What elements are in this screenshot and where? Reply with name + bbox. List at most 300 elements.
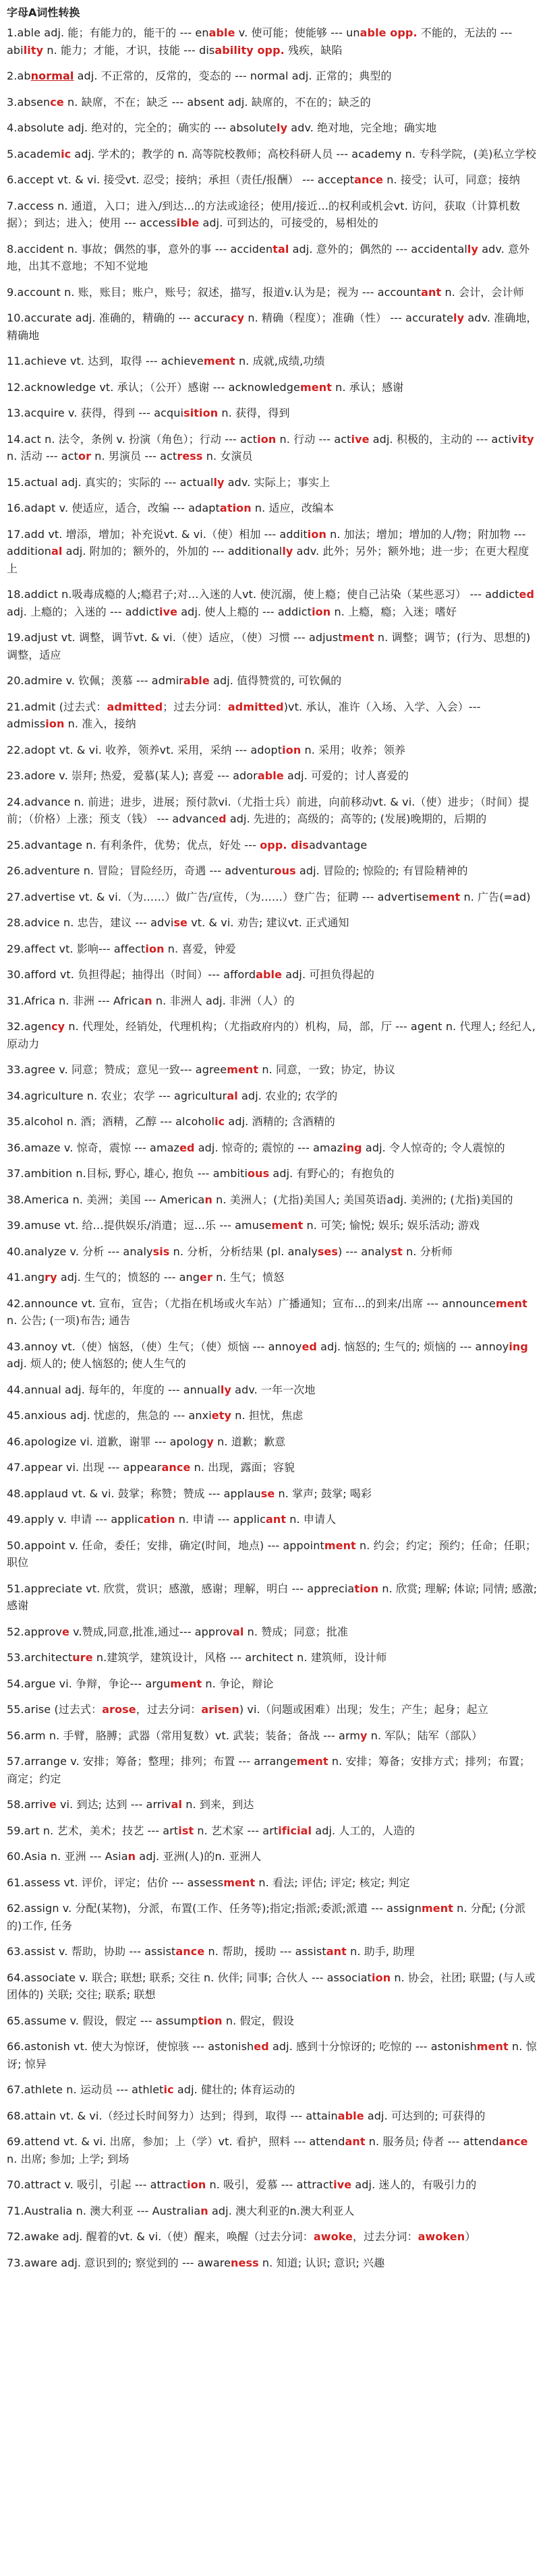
entry-text: 47.appear vi. 出现 --- appear — [7, 1461, 162, 1474]
word-entry — [7, 586, 540, 620]
entry-text: adj. 上瘾的；入迷的 --- addict — [7, 605, 160, 618]
word-entry — [7, 1269, 540, 1286]
highlighted-suffix: ion — [257, 432, 277, 446]
highlighted-suffix: ive — [333, 2178, 352, 2191]
entry-text: n. 上瘾，瘾；入迷；嗜好 — [331, 605, 457, 618]
entry-text: adj. 健壮的; 体育运动的 — [173, 2083, 295, 2096]
entry-text: adj. 人工的，人造的 — [312, 1824, 415, 1837]
highlighted-suffix: ion — [282, 743, 302, 756]
entry-text: 24.advance n. 前进；进步，进展；预付款vi.（尤指士兵）前进，向前移动vt. & vi.（使）进步；（时间）提前；（价格）上涨；预支（钱） --- advance — [7, 795, 529, 825]
entry-text: 2.ab — [7, 69, 31, 82]
highlighted-suffix: ant — [421, 285, 442, 299]
word-entry — [7, 1338, 540, 1373]
entry-text: adv. 意外地，出其不意地；不知不觉地 — [7, 242, 530, 272]
entry-text: 54.argue vi. 争辩，争论--- argu — [7, 1677, 171, 1690]
word-entry — [7, 1485, 540, 1503]
entry-text: n. 缺席，不在；缺乏 --- absent adj. 缺席的，不在的；缺乏的 — [63, 95, 371, 109]
entry-text: n. 赞成；同意；批准 — [243, 1625, 349, 1638]
word-entry — [7, 1217, 540, 1234]
word-entry — [7, 1623, 540, 1641]
entry-text: 49.apply v. 申请 --- applic — [7, 1513, 144, 1526]
entry-text: n. 知道; 认识; 意识; 兴趣 — [258, 2256, 385, 2269]
highlighted-suffix: ment — [296, 1755, 328, 1768]
entry-text: vt. & vi. 劝告; 建议vt. 正式通知 — [188, 916, 349, 929]
highlighted-suffix: ance — [161, 1461, 191, 1474]
highlighted-suffix: ity — [517, 432, 534, 446]
highlighted-suffix: e — [61, 1625, 69, 1638]
highlighted-suffix: ive — [159, 605, 178, 618]
word-entry — [7, 992, 540, 1010]
highlighted-suffix: se — [173, 916, 188, 929]
entry-text: adj. 附加的；额外的，外加的 --- additional — [62, 545, 283, 558]
word-entry — [7, 1407, 540, 1425]
highlighted-suffix: tal — [272, 242, 289, 256]
entry-text: n. 女演员 — [202, 450, 253, 462]
entry-text: 67.athlete n. 运动员 --- athlet — [7, 2083, 164, 2096]
entry-text: n. 同意，一致；协定，协议 — [258, 1063, 396, 1076]
entry-text: ) vi.（问题或困难）出现；发生；产生；起身；起立 — [239, 1703, 488, 1716]
entry-text: adj. 冒险的; 惊险的; 有冒险精神的 — [295, 864, 468, 877]
word-entry — [7, 1087, 540, 1105]
highlighted-suffix: ificial — [278, 1824, 312, 1837]
word-entry — [7, 2081, 540, 2099]
word-entry — [7, 171, 540, 189]
page-title: 字母A词性转换 — [7, 6, 80, 19]
entry-text: n. 服务员; 侍者 --- attend — [365, 2135, 499, 2148]
highlighted-suffix: ant — [345, 2135, 366, 2148]
entry-text: n. 吸引，爱慕 --- attract — [206, 2178, 334, 2191]
highlighted-suffix: ment — [422, 1902, 453, 1915]
word-entry — [7, 1139, 540, 1157]
entry-text: 22.adopt vt. & vi. 收养，领养vt. 采用，采纳 --- adopt — [7, 743, 283, 756]
word-entry — [7, 2133, 540, 2167]
entry-text: n. 出现，露面；容貌 — [190, 1461, 295, 1474]
entry-text: 11.achieve vt. 达到，取得 --- achieve — [7, 355, 204, 367]
entry-text: 28.advice n. 忠告，建议 --- advi — [7, 916, 174, 929]
highlighted-suffix: ing — [343, 1141, 362, 1154]
word-entry — [7, 405, 540, 422]
entry-text: 59.art n. 艺术，美术；技艺 --- art — [7, 1824, 179, 1837]
entry-text: n. 军队；陆军（部队） — [367, 1729, 483, 1742]
word-entry — [7, 1381, 540, 1399]
highlighted-suffix: awoken — [418, 2230, 465, 2243]
entry-text: ） — [465, 2230, 476, 2243]
highlighted-suffix: ce — [50, 95, 64, 109]
entry-text: 32.agen — [7, 1020, 52, 1033]
highlighted-suffix: ment — [271, 1219, 304, 1232]
entry-text: n. 会计，会计师 — [441, 285, 524, 299]
entry-text: 残疾，缺陷 — [284, 43, 343, 57]
highlighted-suffix: able opp. — [360, 26, 418, 39]
highlighted-suffix: ses — [317, 1245, 339, 1258]
highlighted-suffix: ress — [177, 450, 203, 462]
highlighted-suffix: ly — [467, 242, 479, 256]
highlighted-suffix: al — [51, 545, 63, 558]
word-entry — [7, 2176, 540, 2194]
entry-text: n. 协会，社团; 联盟; (与人或团体的) 关联; 交往; 联系; 联想 — [7, 1971, 536, 2001]
highlighted-suffix: or — [78, 450, 92, 462]
highlighted-suffix: ic — [61, 147, 71, 160]
word-entry — [7, 1874, 540, 1892]
word-entry — [7, 1459, 540, 1476]
entry-text: 1.able adj. 能；有能力的，能干的 --- en — [7, 26, 209, 39]
highlighted-suffix: ist — [178, 1824, 194, 1837]
highlighted-suffix: y — [360, 1729, 368, 1742]
entry-text: 33.agree v. 同意；赞成；意见一致--- agree — [7, 1063, 227, 1076]
word-entry — [7, 1701, 540, 1718]
entry-text: adj. 惊奇的; 震惊的 --- amaz — [194, 1141, 343, 1154]
word-entry — [7, 2254, 540, 2272]
entry-text: n. 掌声; 鼓掌; 喝彩 — [275, 1487, 372, 1500]
highlighted-suffix: arose — [102, 1703, 136, 1716]
highlighted-suffix: ment — [203, 355, 235, 367]
entry-text: 70.attract v. 吸引，引起 --- attract — [7, 2178, 188, 2191]
entry-text: adj. 值得赞赏的, 可钦佩的 — [209, 674, 342, 687]
entry-text: n. 非洲人 adj. 非洲（人）的 — [152, 994, 295, 1007]
entry-text: n. 助手, 助理 — [346, 1945, 415, 1958]
entry-text: 73.aware adj. 意识到的; 察觉到的 --- aware — [7, 2256, 231, 2269]
highlighted-suffix: admitted — [107, 700, 163, 713]
highlighted-suffix: opp. dis — [260, 838, 310, 851]
word-entry — [7, 2107, 540, 2125]
entry-text: 40.analyze v. 分析 --- analy — [7, 1245, 153, 1258]
highlighted-suffix: y — [206, 1435, 214, 1448]
entry-text: 15.actual adj. 真实的；实际的 --- actual — [7, 475, 214, 489]
entry-text: n. 看法; 评估; 评定; 核定; 判定 — [255, 1876, 410, 1889]
highlighted-suffix: ance — [498, 2135, 528, 2148]
entry-text: n. 美洲人；(尤指)美国人; 美国英语adj. 美洲的; (尤指)美国的 — [212, 1193, 513, 1206]
highlighted-suffix: ous — [248, 1167, 270, 1180]
entry-text: 25.advantage n. 有利条件，优势；优点，好处 --- — [7, 838, 260, 851]
word-entry — [7, 241, 540, 275]
word-entry — [7, 94, 540, 111]
highlighted-suffix: sis — [152, 1245, 170, 1258]
entry-text: 45.anxious adj. 忧虑的，焦急的 --- anxi — [7, 1409, 212, 1422]
highlighted-suffix: al — [171, 1798, 183, 1811]
highlighted-suffix: ly — [453, 311, 465, 324]
highlighted-suffix: lity — [23, 43, 44, 57]
entry-text: adj. 生气的；愤怒的 --- ang — [57, 1271, 200, 1284]
word-entry — [7, 2203, 540, 2220]
highlighted-suffix: ety — [211, 1409, 232, 1422]
entry-text: 16.adapt v. 使适应，适合，改编 --- adapt — [7, 502, 220, 514]
entry-text: n. 公告; (一项)布告; 通告 — [7, 1314, 131, 1327]
entry-text: n. 担忧，焦虑 — [231, 1409, 304, 1422]
word-entry — [7, 1580, 540, 1615]
entry-text: 17.add vt. 增添，增加；补充说vt. & vi.（使）相加 --- addit — [7, 527, 308, 541]
entry-text: 42.announce vt. 宣布，宣告；（尤指在机场或火车站）广播通知；宣布…的到来/出席 --- announce — [7, 1296, 496, 1310]
entry-text: 13.acquire v. 获得，得到 --- acqui — [7, 407, 184, 419]
entry-text: 12.acknowledge vt. 承认；（公开）感谢 --- acknowledge — [7, 380, 300, 394]
highlighted-suffix: ment — [223, 1876, 256, 1889]
entry-text: 7.access n. 通道，入口；进入/到达…的方法或途径；使用/接近…的权利或机会vt. 访问，获取（计算机数据）；到达；进入；使用 --- access — [7, 199, 520, 229]
word-entry — [7, 526, 540, 578]
word-entry — [7, 1848, 540, 1865]
entry-text: 30.afford vt. 负担得起；抽得出（时间）--- afford — [7, 968, 256, 981]
highlighted-suffix: ion — [187, 2178, 206, 2191]
entry-text: n. 承认；感谢 — [331, 380, 404, 394]
entry-text: adj. 有野心的；有抱负的 — [269, 1167, 395, 1180]
word-entry — [7, 67, 540, 85]
highlighted-suffix: ment — [324, 1538, 356, 1552]
highlighted-suffix: ment — [428, 890, 461, 903]
entry-text: n. 申请 --- applic — [175, 1513, 266, 1526]
entry-text: adj. 澳大利亚的n.澳大利亚人 — [208, 2204, 355, 2217]
entry-text: 35.alcohol n. 酒；酒精，乙醇 --- alcohol — [7, 1115, 215, 1128]
entry-list — [7, 24, 540, 2271]
entry-text: 53.architect — [7, 1651, 73, 1664]
entry-text: adv. 实际上；事实上 — [224, 475, 331, 489]
entry-text: n. 出席; 参加; 上学; 到场 — [7, 2152, 130, 2165]
word-entry — [7, 1943, 540, 1960]
highlighted-suffix: n — [200, 2204, 208, 2217]
highlighted-suffix: ance — [354, 173, 384, 186]
entry-text: n. 代理处，经销处，代理机构；（尤指政府内的）机构，局，部，厅 --- agent n. 代理人; 经纪人, 原动力 — [7, 1020, 536, 1050]
highlighted-suffix: n — [127, 1850, 136, 1863]
entry-text: 66.astonish vt. 使大为惊讶，使惊骇 --- astonish — [7, 2040, 254, 2053]
highlighted-suffix: able — [208, 26, 235, 39]
entry-text: 39.amuse vt. 给…提供娱乐/消遣；逗…乐 --- amuse — [7, 1219, 272, 1232]
entry-text: n. 能力；才能，才识，技能 --- dis — [43, 43, 215, 57]
word-entry — [7, 1113, 540, 1131]
highlighted-suffix: se — [260, 1487, 275, 1500]
word-entry — [7, 284, 540, 301]
entry-text: 14.act n. 法令，条例 v. 扮演（角色）；行动 --- act — [7, 432, 258, 446]
highlighted-suffix: ly — [277, 121, 288, 134]
highlighted-suffix: ion — [45, 717, 65, 730]
entry-text: 37.ambition n.目标, 野心, 雄心, 抱负 --- ambiti — [7, 1167, 248, 1180]
word-entry — [7, 767, 540, 785]
entry-text: 48.applaud vt. & vi. 鼓掌；称赞；赞成 --- applau — [7, 1487, 261, 1500]
entry-text: adj. 令人惊奇的; 令人震惊的 — [362, 1141, 505, 1154]
highlighted-suffix: cy — [51, 1020, 65, 1033]
entry-text: 26.adventure n. 冒险；冒险经历，奇遇 --- adventur — [7, 864, 275, 877]
highlighted-suffix: ant — [265, 1513, 287, 1526]
highlighted-suffix: ion — [312, 605, 331, 618]
highlighted-suffix: ous — [274, 864, 296, 877]
entry-text: adj. 可担负得起的 — [282, 968, 374, 981]
highlighted-suffix: able — [256, 968, 283, 981]
word-entry — [7, 940, 540, 958]
entry-text: 57.arrange v. 安排；筹备；整理；排列；布置 --- arrange — [7, 1755, 297, 1768]
entry-text: 3.absen — [7, 95, 51, 109]
highlighted-suffix: ion — [307, 527, 326, 541]
word-entry — [7, 1433, 540, 1451]
entry-text: adj. 迷人的，有吸引力的 — [351, 2178, 477, 2191]
entry-text: ，过去分词： — [352, 2230, 418, 2243]
entry-text: n. 适应，改编本 — [251, 502, 335, 514]
word-entry — [7, 1796, 540, 1814]
word-entry — [7, 2012, 540, 2030]
highlighted-suffix: ure — [72, 1651, 93, 1664]
highlighted-suffix: tion — [198, 2014, 223, 2027]
word-entry — [7, 24, 540, 59]
entry-text: 18.addict n.吸毒成瘾的人;瘾君子;对…入迷的人vt. 使沉溺，使上瘾；使自己沾染（某些恶习） --- addict — [7, 588, 519, 601]
entry-text: 31.Africa n. 非洲 --- Africa — [7, 994, 145, 1007]
entry-text: adj. 烦人的; 使人恼怒的; 使人生气的 — [7, 1357, 186, 1370]
highlighted-suffix: admitted — [227, 700, 284, 713]
highlighted-suffix: awoke — [313, 2230, 353, 2243]
entry-text: 5.academ — [7, 147, 61, 160]
entry-text: n. 男演员 --- act — [91, 450, 177, 462]
word-entry — [7, 198, 540, 232]
entry-text: 29.affect vt. 影响--- affect — [7, 942, 146, 955]
highlighted-suffix: ing — [509, 1340, 528, 1353]
entry-text: n. 活动 --- act — [7, 450, 78, 462]
highlighted-suffix: ant — [326, 1945, 347, 1958]
entry-text: n. 分配; (分派的)工作, 任务 — [7, 1902, 526, 1932]
highlighted-suffix: n — [204, 1193, 212, 1206]
highlighted-suffix: ry — [45, 1271, 57, 1284]
entry-text: n. 加法；增加；增加的人/物；附加物 --- addition — [7, 527, 526, 558]
word-entry — [7, 1191, 540, 1209]
entry-text: n. 帮助，援助 --- assist — [204, 1945, 326, 1958]
word-entry — [7, 862, 540, 880]
highlighted-suffix: ed — [519, 588, 535, 601]
highlighted-suffix: ible — [176, 216, 200, 229]
entry-text: n. 成就,成绩,功绩 — [235, 355, 325, 367]
word-entry — [7, 2038, 540, 2072]
entry-text: n. 道歉；歉意 — [213, 1435, 286, 1448]
entry-text: n. 获得，得到 — [218, 407, 290, 419]
entry-text: adj. 积极的，主动的 --- activ — [369, 432, 518, 446]
word-entry — [7, 309, 540, 344]
highlighted-suffix: ness — [231, 2256, 259, 2269]
entry-text: 64.associate v. 联合; 联想; 联系; 交往 n. 伙伴; 同事; 合伙人 --- associat — [7, 1971, 372, 1984]
highlighted-suffix: ed — [254, 2040, 269, 2053]
entry-text: 6.accept vt. & vi. 接受vt. 忍受；接纳；承担（责任/报酬） --- accept — [7, 173, 355, 186]
word-entry — [7, 474, 540, 491]
entry-text: ，过去分词： — [136, 1703, 202, 1716]
word-entry — [7, 1900, 540, 1934]
word-entry — [7, 500, 540, 517]
highlighted-suffix: ly — [213, 475, 225, 489]
word-entry — [7, 1295, 540, 1329]
highlighted-suffix: ed — [302, 1340, 317, 1353]
word-entry — [7, 379, 540, 396]
entry-text: 60.Asia n. 亚洲 --- Asia — [7, 1850, 128, 1863]
highlighted-suffix: ation — [143, 1513, 175, 1526]
entry-text: n. 假定，假设 — [222, 2014, 294, 2027]
highlighted-suffix: cy — [231, 311, 245, 324]
entry-text: 27.advertise vt. & vi.（为……）做广告/宣传，（为……）登广告；征聘 --- advertise — [7, 890, 429, 903]
entry-text: adv. 一年一次地 — [231, 1383, 316, 1396]
entry-text: ) --- analy — [338, 1245, 391, 1258]
entry-text: n. 生气；愤怒 — [212, 1271, 285, 1284]
word-entry — [7, 1969, 540, 2004]
word-entry — [7, 1822, 540, 1840]
entry-text: n. 欣赏; 理解; 体谅; 同情; 感激; 感谢 — [7, 1582, 538, 1612]
word-entry — [7, 889, 540, 906]
word-entry — [7, 431, 540, 465]
entry-text: n. 喜爱，钟爱 — [164, 942, 236, 955]
entry-text: adj. 可到达的，可接受的，易相处的 — [199, 216, 378, 229]
word-entry — [7, 1018, 540, 1052]
word-entry — [7, 1165, 540, 1182]
word-entry — [7, 1675, 540, 1693]
highlighted-suffix: arisen — [201, 1703, 239, 1716]
entry-text: v. 使可能；使能够 --- un — [235, 26, 360, 39]
highlighted-suffix: able — [183, 674, 210, 687]
word-entry — [7, 1061, 540, 1079]
entry-text: adv. 准确地，精确地 — [7, 311, 538, 342]
entry-text: adj. 使人上瘾的 --- addict — [177, 605, 312, 618]
highlighted-suffix: ion — [145, 942, 165, 955]
entry-text: adj. 农业的; 农学的 — [237, 1089, 338, 1102]
entry-text: vi. 到达; 达到 --- arriv — [56, 1798, 171, 1811]
entry-text: 8.accident n. 事故；偶然的事，意外的事 --- acciden — [7, 242, 273, 256]
highlighted-suffix: ment — [476, 2040, 509, 2053]
entry-text: n. 广告(=ad) — [460, 890, 531, 903]
entry-text: 38.America n. 美洲；美国 --- America — [7, 1193, 205, 1206]
entry-text: 21.admit (过去式： — [7, 700, 107, 713]
entry-text: 36.amaze v. 惊奇，震惊 --- amaz — [7, 1141, 180, 1154]
highlighted-suffix: ion — [372, 1971, 391, 1984]
highlighted-suffix: al — [227, 1089, 238, 1102]
entry-text: n. 惊讶; 惊异 — [7, 2040, 537, 2070]
word-entry — [7, 353, 540, 370]
entry-text: n. 分析师 — [402, 1245, 453, 1258]
highlighted-suffix: al — [232, 1625, 244, 1638]
entry-text: 9.account n. 账，账目；账户，账号；叙述，描写，报道v.认为是；视为 --- account — [7, 285, 422, 299]
entry-text: adj. 不正常的，反常的，变态的 --- normal adj. 正常的；典型的 — [74, 69, 392, 82]
highlighted-suffix: ability opp. — [214, 43, 285, 57]
highlighted-suffix: ment — [300, 380, 332, 394]
entry-text: adj. 感到十分惊讶的; 吃惊的 --- astonish — [268, 2040, 477, 2053]
highlighted-suffix: tion — [354, 1582, 379, 1595]
entry-text: 43.annoy vt.（使）恼怒，（使）生气；（使）烦恼 --- annoy — [7, 1340, 302, 1353]
highlighted-suffix: ance — [175, 1945, 205, 1958]
highlighted-suffix: ic — [214, 1115, 225, 1128]
word-entry — [7, 119, 540, 137]
entry-text: n. 调整；调节；(行为、思想的)调整，适应 — [7, 631, 531, 661]
entry-text: 34.agriculture n. 农业；农学 --- agricultur — [7, 1089, 227, 1102]
highlighted-suffix: e — [49, 1798, 57, 1811]
word-entry — [7, 146, 540, 163]
highlighted-suffix: ly — [282, 545, 293, 558]
entry-text: n. 行动 --- act — [276, 432, 351, 446]
highlighted-suffix: ed — [179, 1141, 195, 1154]
entry-text: adv. 此外；另外；额外地；进一步；在更大程度上 — [7, 545, 529, 575]
word-entry — [7, 1243, 540, 1261]
entry-text: 19.adjust vt. 调整，调节vt. & vi.（使）适应，（使）习惯 --- adjust — [7, 631, 343, 644]
highlighted-suffix: ment — [495, 1296, 527, 1310]
entry-text: n. 争论，辩论 — [202, 1677, 274, 1690]
word-entry — [7, 793, 540, 828]
entry-text: 63.assist v. 帮助，协助 --- assist — [7, 1945, 176, 1958]
entry-text: n.建筑学，建筑设计，风格 --- architect n. 建筑师，设计师 — [92, 1651, 387, 1664]
entry-text: 不能的，无法的 --- abi — [7, 26, 513, 57]
word-entry — [7, 966, 540, 984]
entry-text: 58.arriv — [7, 1798, 49, 1811]
entry-text: 50.appoint v. 任命，委任；安排，确定(时间，地点) --- appoint — [7, 1538, 324, 1552]
entry-text: n. 艺术家 --- art — [194, 1824, 279, 1837]
word-entry — [7, 1649, 540, 1667]
entry-text: 55.arise (过去式： — [7, 1703, 103, 1716]
highlighted-suffix: ment — [342, 631, 374, 644]
highlighted-suffix: d — [219, 812, 227, 825]
entry-text: n. 安排；筹备；安排方式；排列；布置；商定；约定 — [7, 1755, 531, 1785]
entry-text: 51.appreciate vt. 欣赏，赏识；感激，感谢；理解，明白 --- apprecia — [7, 1582, 355, 1595]
entry-text: 20.admire v. 钦佩；羡慕 --- admir — [7, 674, 183, 687]
word-entry — [7, 1753, 540, 1787]
entry-text: adj. 亚洲(人)的n. 亚洲人 — [136, 1850, 262, 1863]
entry-text: v.赞成,同意,批准,通过--- approv — [69, 1625, 233, 1638]
word-entry — [7, 742, 540, 759]
highlighted-suffix: sition — [183, 407, 219, 419]
entry-text: 52.approv — [7, 1625, 62, 1638]
word-entry — [7, 629, 540, 663]
